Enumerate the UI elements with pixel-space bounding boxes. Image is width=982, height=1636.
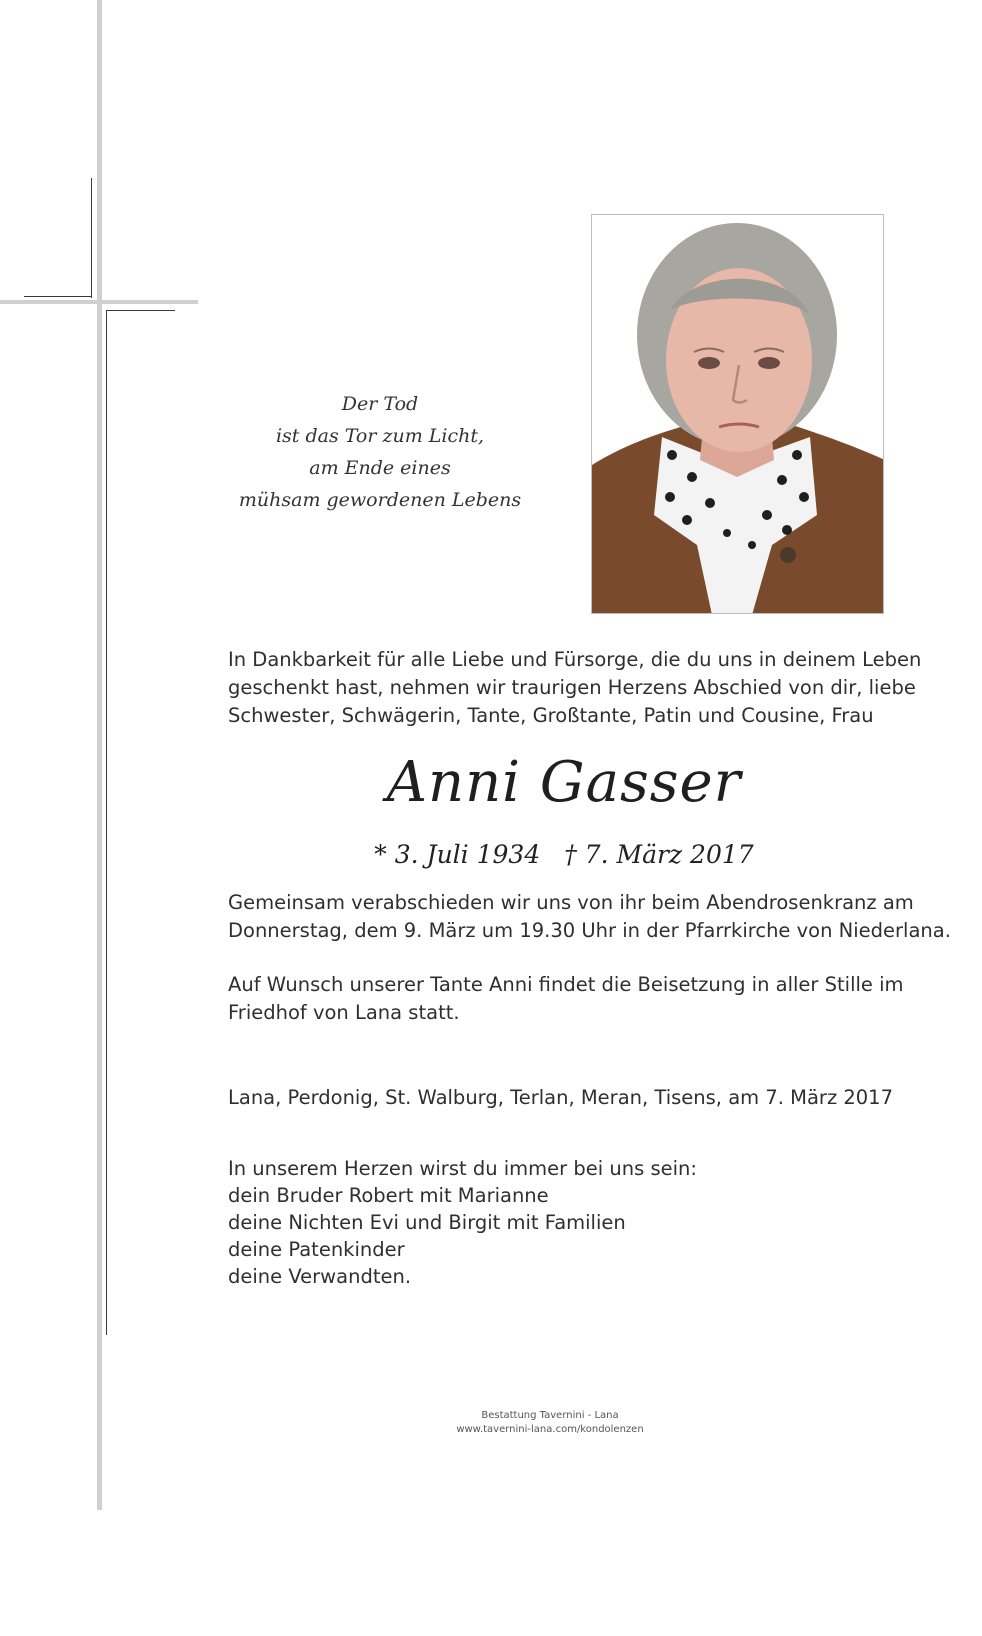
burial-line: Friedhof von Lana statt. — [228, 1001, 460, 1024]
portrait-photo — [591, 214, 884, 614]
cross-horizontal-light — [0, 300, 198, 304]
cross-upper-horizontal-dark — [24, 296, 92, 297]
mourners-line: In unserem Herzen wirst du immer bei uns sein: — [228, 1157, 697, 1180]
place-and-date — [228, 1084, 900, 1112]
quote-line: ist das Tor zum Licht, — [275, 425, 485, 447]
cross-lower-horizontal-dark — [106, 310, 175, 311]
rosary-line: Gemeinsam verabschieden wir uns von ihr beim Abendrosenkranz am — [228, 891, 914, 914]
footer — [400, 1409, 700, 1437]
mourners-list — [228, 1155, 900, 1290]
portrait-illustration — [592, 215, 884, 614]
quote-line: mühsam gewordenen Lebens — [238, 489, 522, 511]
rosary-line: Donnerstag, dem 9. März um 19.30 Uhr in der Pfarrkirche von Niederlana. — [228, 919, 951, 942]
mourners-line: deine Patenkinder — [228, 1238, 405, 1261]
death-date: † 7. März 2017 — [564, 840, 754, 869]
rosary-paragraph — [228, 889, 951, 945]
intro-line: geschenkt hast, nehmen wir traurigen Herzens Abschied von dir, liebe — [228, 676, 916, 699]
life-dates — [228, 838, 900, 872]
funeral-home-name: Bestattung Tavernini - Lana — [481, 1410, 619, 1421]
cross-lower-vertical-dark — [106, 310, 107, 1335]
cross-upper-vertical-dark — [91, 178, 92, 298]
burial-paragraph — [228, 971, 904, 1027]
intro-line: In Dankbarkeit für alle Liebe und Fürsorge, die du uns in deinem Leben — [228, 648, 922, 671]
birth-date: * 3. Juli 1934 — [374, 840, 541, 869]
intro-paragraph — [228, 646, 922, 730]
quote-line: am Ende eines — [309, 457, 451, 479]
intro-line: Schwester, Schwägerin, Tante, Großtante, Patin und Cousine, Frau — [228, 704, 874, 727]
mourners-line: deine Nichten Evi und Birgit mit Familien — [228, 1211, 626, 1234]
memorial-quote — [230, 388, 530, 516]
condolence-url: www.tavernini-lana.com/kondolenzen — [456, 1424, 644, 1435]
burial-line: Auf Wunsch unserer Tante Anni findet die Beisetzung in aller Stille im — [228, 973, 904, 996]
deceased-name: Anni Gasser — [386, 750, 742, 815]
place-date-line: Lana, Perdonig, St. Walburg, Terlan, Meran, Tisens, am 7. März 2017 — [228, 1086, 893, 1109]
mourners-line: deine Verwandten. — [228, 1265, 412, 1288]
mourners-line: dein Bruder Robert mit Marianne — [228, 1184, 549, 1207]
cross-vertical-light — [97, 0, 102, 1510]
quote-line: Der Tod — [341, 393, 419, 415]
